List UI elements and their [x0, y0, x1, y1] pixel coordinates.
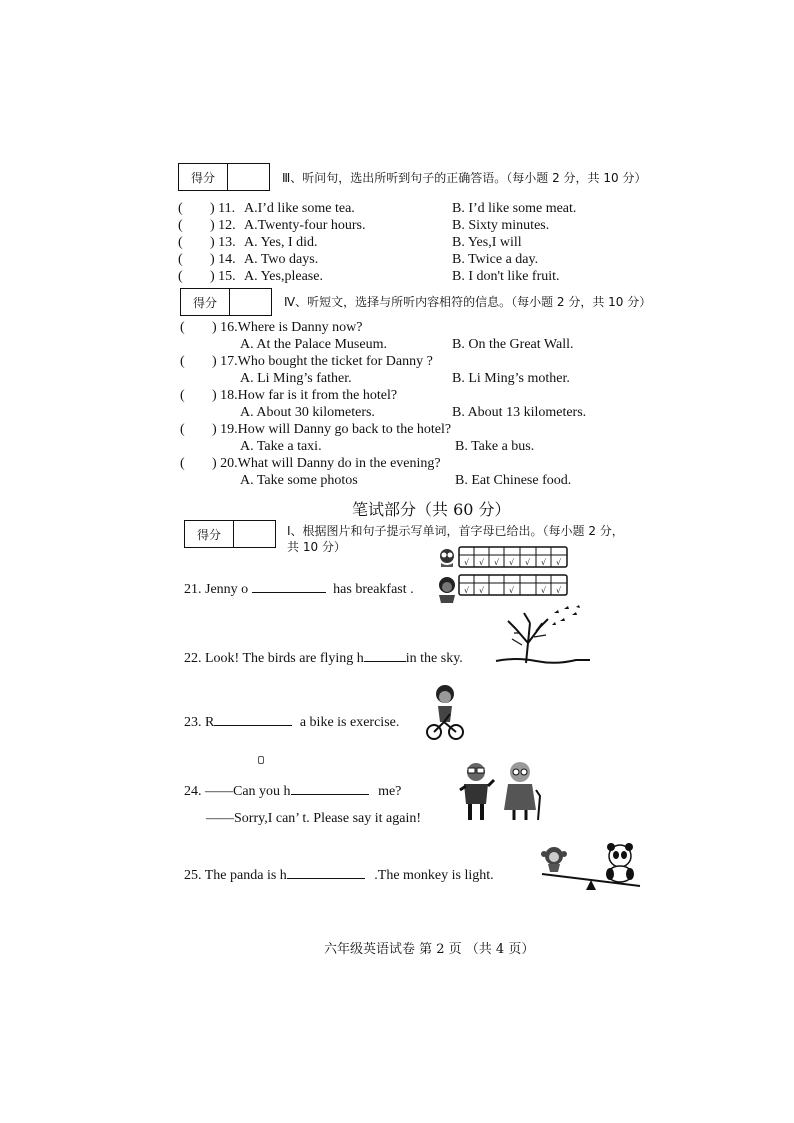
score-label: 得分	[181, 289, 230, 315]
q15-option-b: B. I don't like fruit.	[452, 269, 560, 284]
seesaw-panda-monkey-illustration	[540, 842, 642, 892]
score-label: 得分	[185, 521, 234, 547]
q18-option-a: A. About 30 kilometers.	[240, 405, 375, 420]
svg-text:√: √	[464, 586, 470, 595]
q19-stem: ) 19.How will Danny go back to the hotel?	[212, 422, 452, 437]
answer-paren: (	[180, 422, 185, 437]
q20-option-b: B. Eat Chinese food.	[455, 473, 572, 488]
q20-option-a: A. Take some photos	[240, 473, 358, 488]
written-1-heading-line2: 共 10 分）	[287, 540, 346, 554]
q19-option-b: B. Take a bus.	[455, 439, 535, 454]
svg-text:√: √	[509, 586, 515, 595]
answer-paren: (	[180, 354, 185, 369]
q21-text	[184, 582, 414, 598]
q11-option-b: B. I’d like some meat.	[452, 201, 577, 216]
q14-option-a: A. Two days.	[244, 252, 319, 267]
score-label: 得分	[179, 164, 228, 190]
q11-num: ) 11.	[210, 201, 236, 216]
answer-paren: (	[178, 218, 183, 233]
section-4-heading: Ⅳ、听短文，选择与所听内容相符的信息。（每小题 2 分，共 10 分）	[284, 295, 652, 309]
q21-answer-blank[interactable]	[252, 592, 326, 593]
q25-prefix: 25. The panda is h	[184, 868, 287, 883]
q14-num: ) 14.	[210, 252, 236, 267]
q23-suffix: a bike is exercise.	[299, 715, 400, 730]
q24-suffix: me?	[378, 784, 402, 799]
q18-option-b: B. About 13 kilometers.	[452, 405, 587, 420]
q15-num: ) 15.	[210, 269, 236, 284]
answer-paren: (	[180, 320, 185, 335]
q11-option-a: A.I’d like some tea.	[244, 201, 355, 216]
svg-text:√: √	[479, 558, 485, 567]
q19-option-a: A. Take a taxi.	[240, 439, 322, 454]
q21-prefix: 21. Jenny o	[184, 582, 249, 597]
svg-text:√: √	[556, 586, 562, 595]
q17-option-b: B. Li Ming’s mother.	[452, 371, 570, 386]
written-1-heading-line1: Ⅰ、根据图片和句子提示写单词，首字母已给出。（每小题 2 分，	[287, 524, 624, 538]
score-box-s4	[180, 288, 272, 316]
bike-rider-illustration	[426, 684, 464, 742]
svg-text:√: √	[494, 558, 500, 567]
score-box-w1	[184, 520, 276, 548]
svg-text:√: √	[541, 586, 547, 595]
q21-suffix: has breakfast .	[333, 582, 414, 597]
q13-option-b: B. Yes,I will	[452, 235, 522, 250]
answer-paren: (	[180, 456, 185, 471]
svg-text:√: √	[509, 558, 515, 567]
q25-answer-blank[interactable]	[287, 878, 365, 879]
q24-text	[184, 784, 401, 800]
answer-paren: (	[180, 388, 185, 403]
svg-text:√: √	[525, 558, 531, 567]
q22-text	[184, 651, 463, 667]
q12-option-a: A.Twenty-four hours.	[244, 218, 366, 233]
q16-option-b: B. On the Great Wall.	[452, 337, 574, 352]
q24-prefix: 24. ——Can you h	[184, 784, 291, 799]
q22-answer-blank[interactable]	[364, 661, 406, 662]
q25-text	[184, 868, 494, 884]
answer-paren: (	[178, 235, 183, 250]
q17-option-a: A. Li Ming’s father.	[240, 371, 352, 386]
answer-paren: (	[178, 252, 183, 267]
section-3-heading: Ⅲ、听问句，选出所听到句子的正确答语。（每小题 2 分，共 10 分）	[282, 171, 647, 185]
page-footer: 六年级英语试卷 第 2 页 （共 4 页）	[324, 942, 535, 957]
q22-suffix: in the sky.	[405, 651, 463, 666]
q14-option-b: B. Twice a day.	[452, 252, 539, 267]
q22-prefix: 22. Look! The birds are flying h	[184, 651, 364, 666]
svg-text:√: √	[479, 586, 485, 595]
svg-text:√: √	[464, 558, 470, 567]
q23-text	[184, 715, 399, 731]
q25-suffix: .The monkey is light.	[374, 868, 494, 883]
q23-answer-blank[interactable]	[214, 725, 292, 726]
q15-option-a: A. Yes,please.	[244, 269, 323, 284]
grandparents-illustration	[458, 760, 548, 824]
q18-stem: ) 18.How far is it from the hotel?	[212, 388, 398, 403]
q16-stem: ) 16.Where is Danny now?	[212, 320, 363, 335]
q24-answer-blank[interactable]	[291, 794, 369, 795]
svg-text:√: √	[556, 558, 562, 567]
q24-reply: ——Sorry,I can’ t. Please say it again!	[206, 811, 421, 826]
q12-num: ) 12.	[210, 218, 236, 233]
q20-stem: ) 20.What will Danny do in the evening?	[212, 456, 441, 471]
written-part-title: 笔试部分（共 60 分）	[352, 500, 511, 519]
q17-stem: ) 17.Who bought the ticket for Danny ?	[212, 354, 433, 369]
q13-option-a: A. Yes, I did.	[244, 235, 318, 250]
q13-num: ) 13.	[210, 235, 236, 250]
tree-birds-illustration	[496, 605, 592, 665]
breakfast-chart-illustration	[435, 545, 570, 605]
answer-paren: (	[178, 269, 183, 284]
score-box-s3	[178, 163, 270, 191]
answer-paren: (	[178, 201, 183, 216]
svg-text:√: √	[541, 558, 547, 567]
q16-option-a: A. At the Palace Museum.	[240, 337, 387, 352]
stray-mark-icon	[258, 756, 264, 764]
q12-option-b: B. Sixty minutes.	[452, 218, 550, 233]
q23-prefix: 23. R	[184, 715, 215, 730]
